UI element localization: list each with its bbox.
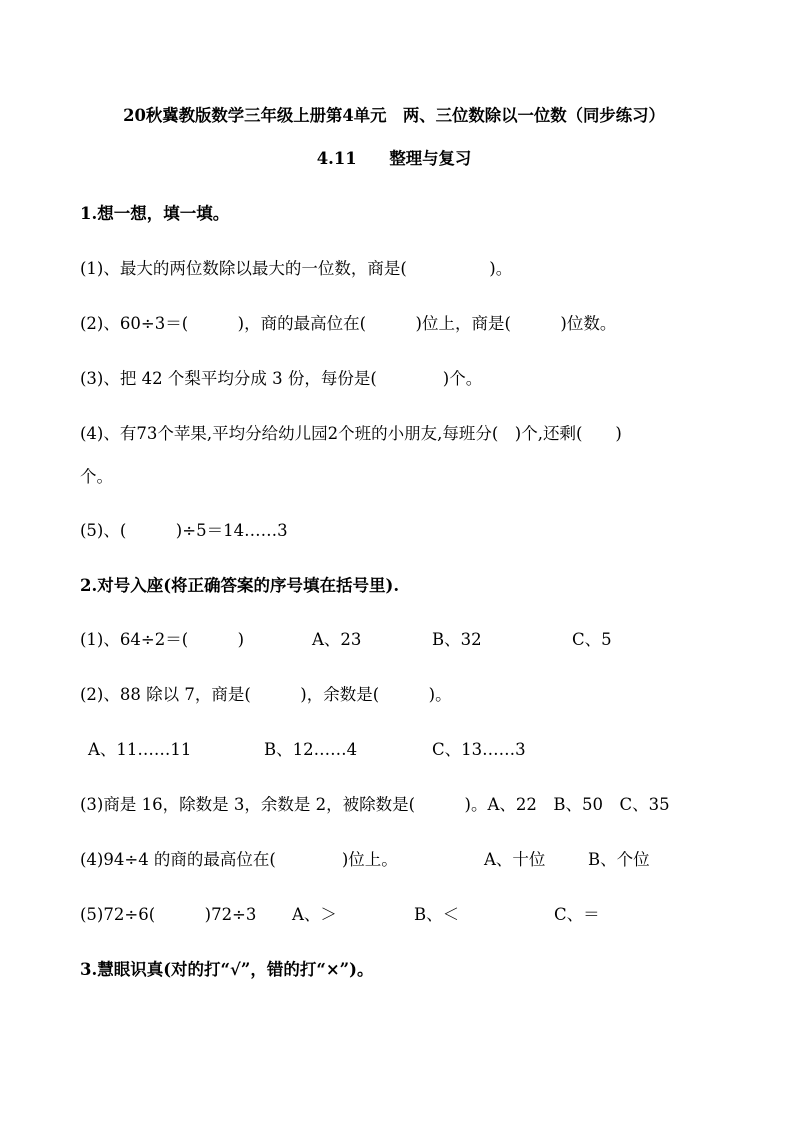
s2-q2-option-a: A、11……11 [88,740,192,759]
s2-question-5 [80,907,740,927]
section1-heading: 1.想一想，填一填。 [80,204,230,223]
s1-question-3: (3)、把 42 个梨平均分成 3 份，每份是( )个。 [80,369,483,388]
section2-heading: 2.对号入座(将正确答案的序号填在括号里). [80,576,400,595]
s2-question-1 [80,632,740,652]
s2-q4-option-b: B、个位 [588,850,650,869]
s2-q5-option-a: A、＞ [292,905,337,924]
s2-q1-stem: (1)、64÷2＝( ) [80,630,245,649]
s2-question-4 [80,852,740,872]
section3-heading: 3.慧眼识真(对的打“√”，错的打“×”)。 [80,960,374,979]
s2-question-3: (3)商是 16，除数是 3，余数是 2，被除数是( )。A、22 B、50 C、35 [80,795,670,814]
s1-question-4-line2: 个。 [80,467,113,486]
s2-q2-option-b: B、12……4 [264,740,358,759]
s2-q4-stem: (4)94÷4 的商的最高位在( )位上。 [80,850,398,869]
s2-question-2-options [88,742,738,762]
s1-question-4-line1: (4)、有73个苹果,平均分给幼儿园2个班的小朋友,每班分( )个,还剩( ) [80,424,622,443]
s2-q1-option-b: B、32 [432,630,482,649]
s1-question-1: (1)、最大的两位数除以最大的一位数，商是( )。 [80,259,513,278]
s2-q5-stem: (5)72÷6( )72÷3 [80,905,257,924]
s2-q2-option-c: C、13……3 [432,740,526,759]
doc-title: 20秋冀教版数学三年级上册第4单元 两、三位数除以一位数（同步练习） [123,106,665,125]
s1-question-2: (2)、60÷3＝( )，商的最高位在( )位上，商是( )位数。 [80,314,617,333]
s1-question-5: (5)、( )÷5＝14……3 [80,521,288,540]
s2-q4-option-a: A、十位 [484,850,546,869]
doc-subtitle: 4.11 整理与复习 [316,149,472,168]
s2-q1-option-a: A、23 [312,630,362,649]
s2-q5-option-c: C、＝ [554,905,600,924]
s2-q5-option-b: B、＜ [414,905,460,924]
s2-q1-option-c: C、5 [572,630,612,649]
s2-question-2: (2)、88 除以 7，商是( )，余数是( )。 [80,685,452,704]
